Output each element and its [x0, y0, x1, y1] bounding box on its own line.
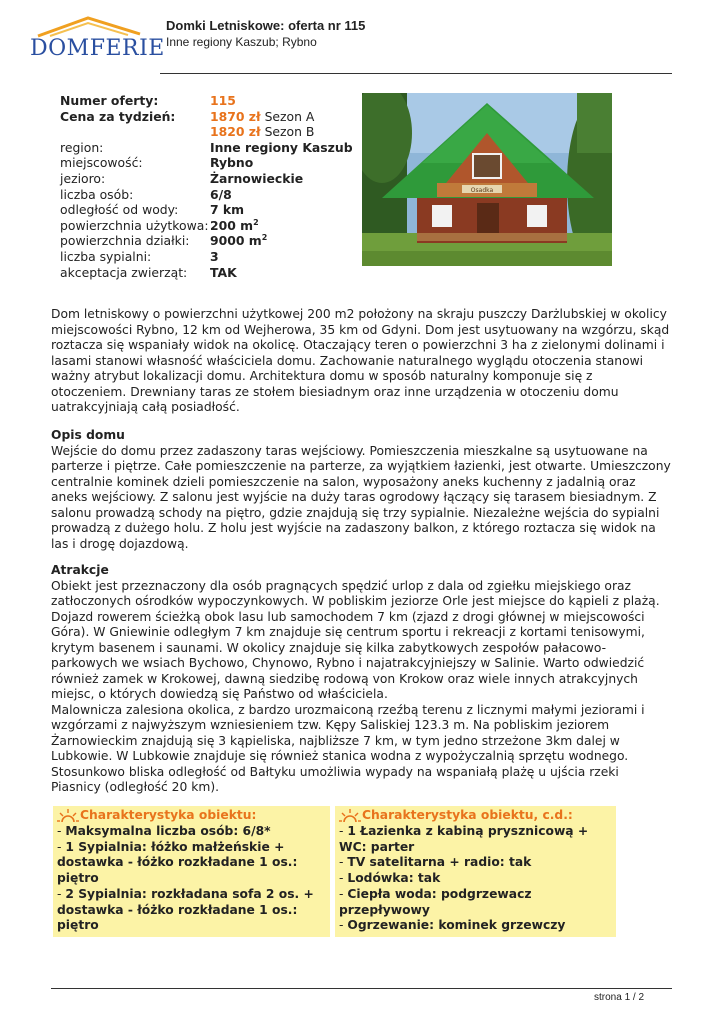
opis-heading: Opis domu [51, 428, 125, 442]
price-season-a-label: Sezon A [264, 108, 315, 124]
feature-item: - 2 Sypialnia: rozkładana sofa 2 os. + dostawka - łóżko rozkładane 1 os.: piętro [57, 886, 314, 933]
info-row [60, 171, 353, 187]
feature-item: - Ciepła woda: podgrzewacz przepływowy [339, 886, 532, 917]
offer-number-value: 115 [210, 93, 236, 108]
atrakcje-section [51, 563, 671, 796]
atrakcje-heading: Atrakcje [51, 563, 109, 577]
info-row-value: 7 km [210, 202, 245, 218]
feature-item: - 1 Sypialnia: łóżko małżeńskie + dostawka - łóżko rozkładane 1 os.: piętro [57, 839, 298, 886]
offer-info-table [60, 93, 353, 280]
sun-icon [57, 808, 79, 824]
opis-text: Wejście do domu przez zadaszony taras wejściowy. Pomieszczenia mieszkalne są usytuowane na parterze i piętrze. Całe pomieszczenie na parterze, za wyjątkiem łazienki, jest otwarte. Umieszczony centralnie kominek dzieli pomieszczenie na salon, wyposażony aneks kuchenny z jadalnią oraz aneks wejściowy. Z salonu jest wyjście na duży taras ogrodowy łączący się tarasem biesiadnym. Z salonu prowadzą schody na piętro, gdzie znajdują się trzy sypialnie. Niezależne wejścia do sypialni prowadzą z dużego holu. Z holu jest wyjście na zadaszony balkon, z którego roztacza się widok na las i drogę dojazdową. [51, 443, 671, 551]
info-row [60, 155, 353, 171]
info-row [60, 202, 353, 218]
info-row [60, 187, 353, 203]
features-box-right [335, 806, 616, 937]
feature-item: - Lodówka: tak [339, 871, 441, 886]
features-box-left [53, 806, 330, 937]
info-rows [60, 140, 353, 280]
info-row-value: Inne regiony Kaszub [210, 139, 353, 155]
features-left-title-text: Charakterystyka obiektu: [80, 808, 257, 823]
info-row [60, 140, 353, 156]
features-right-list [339, 824, 612, 934]
features-left-list [57, 824, 326, 934]
price-label: Cena za tydzień: [60, 108, 176, 124]
intro-paragraph [51, 307, 671, 416]
header-divider [160, 73, 672, 74]
footer-divider [51, 988, 672, 989]
roof-logo-icon [30, 16, 148, 38]
price-season-b-value: 1820 zł [210, 124, 261, 140]
feature-item: - 1 Łazienka z kabiną prysznicową + WC: parter [339, 824, 589, 854]
info-row-label: liczba sypialni: [60, 248, 152, 264]
features-right-title [339, 808, 612, 824]
opis-section [51, 428, 671, 552]
features-left-title [57, 808, 326, 824]
info-row-label: region: [60, 139, 104, 155]
page-number: strona 1 / 2 [594, 992, 645, 1003]
price-season-b-label: Sezon B [264, 124, 315, 140]
info-row-label: miejscowość: [60, 155, 143, 171]
info-row-label: akceptacja zwierząt: [60, 264, 188, 280]
info-row-label: powierzchnia działki: [60, 233, 190, 249]
domferie-logo[interactable] [30, 16, 165, 64]
feature-item: - TV satelitarna + radio: tak [339, 855, 532, 870]
info-row [60, 233, 353, 249]
info-row-label: powierzchnia użytkowa: [60, 217, 209, 233]
info-row-value: 200 $m^2$ [210, 217, 259, 233]
price-row [60, 109, 353, 125]
features-right-title-text: Charakterystyka obiektu, c.d.: [362, 808, 573, 823]
sun-icon [339, 808, 361, 824]
atrakcje-text-2: Malownicza zalesiona okolica, z bardzo urozmaiconą rzeźbą terenu z licznymi małymi jeziorami i wzgórzami z najwyższym wzniesieniem tzw. Kępy Saliskiej 123.3 m. Na pobliskim jeziorem Żarnowieckim znajdują się 3 kąpieliska, najbliższe 7 km, w tym jedno strzeżone 3km dalej w Lubkowie. W Lubkowie znajduje się również stanica wodna z wypożyczalnią sprzętu wodnego. Stosunkowo bliska odległość od Bałtyku umożliwia wypady na wspaniałą plażę u ujścia rzeki Piasnicy (odległość 20 km). [51, 702, 645, 794]
info-row [60, 218, 353, 234]
svg-text:Osadka: Osadka [470, 187, 494, 194]
info-row-value: TAK [210, 264, 237, 280]
house-photo [362, 93, 612, 266]
feature-item: - Maksymalna liczba osób: 6/8* [57, 824, 271, 838]
offer-number-row [60, 93, 353, 109]
page-title: Domki Letniskowe: oferta nr 115 [166, 18, 366, 33]
info-row-value: 3 [210, 248, 219, 264]
atrakcje-text: Obiekt jest przeznaczony dla osób pragnących spędzić urlop z dala od zgiełku miejskiego oraz zatłoczonych ośrodków wypoczynkowych. W pobliskim jeziorze Orle jest miejsce do kąpieli z plażą. Dojazd rowerem ścieżką obok lasu lub samochodem 7 km (zjazd z drogi głównej w miejscowości Góra). W Gniewinie odległym 7 km znajduje się centrum sportu i rekreacji z kortami tenisowymi, krytym basenem i saunami. W okolicy znajduje się kilka zabytkowych zespołów pałacowo-parkowych we wsiach Bychowo, Chynowo, Rybno i najatrakcyjniejszy w Salinie. Warto odwiedzić również zamek w Krokowej, dawną siedzibę rodową von Krokow oraz wiele innych atrakcyjnych miejsc, o których dowiedzą się Państwo od właściciela. [51, 578, 660, 701]
info-row-value: Żarnowieckie [210, 170, 304, 186]
intro-text: Dom letniskowy o powierzchni użytkowej 200 m2 położony na skraju puszczy Darżlubskiej w okolicy miejscowości Rybno, 12 km od Wejherowa, 35 km od Gdyni. Dom jest usytuowany na wzgórzu, skąd roztacza się wspaniały widok na okolicę. Otaczający teren o powierzchni 3 ha z zielonymi dolinami i lasami stanowi własność właściciela domu. Zachowanie naturalnego wyglądu otoczenia stanowi ważny atrybut lokalizacji domu. Architektura domu w sposób naturalny komponuje się z otoczeniem. Drewniany taras ze stołem biesiadnym oraz inne urządzenia w otoczeniu domu uatrakcyjniają całą posiadłość. [51, 307, 670, 414]
info-row-value: 9000 $m^2$ [210, 233, 268, 249]
page-subtitle: Inne regiony Kaszub; Rybno [166, 35, 317, 49]
price-row-b [60, 124, 353, 140]
info-row-label: jezioro: [60, 170, 106, 186]
info-row-value: 6/8 [210, 186, 232, 202]
offer-number-label: Numer oferty: [60, 93, 159, 108]
info-row-value: Rybno [210, 155, 254, 171]
feature-item: - Ogrzewanie: kominek grzewczy [339, 918, 566, 933]
info-row [60, 265, 353, 281]
info-row-label: odległość od wody: [60, 202, 179, 218]
logo-text: DOMFERIE [30, 36, 165, 61]
info-row [60, 249, 353, 265]
info-row-label: liczba osób: [60, 186, 134, 202]
price-season-a-value: 1870 zł [210, 108, 261, 124]
